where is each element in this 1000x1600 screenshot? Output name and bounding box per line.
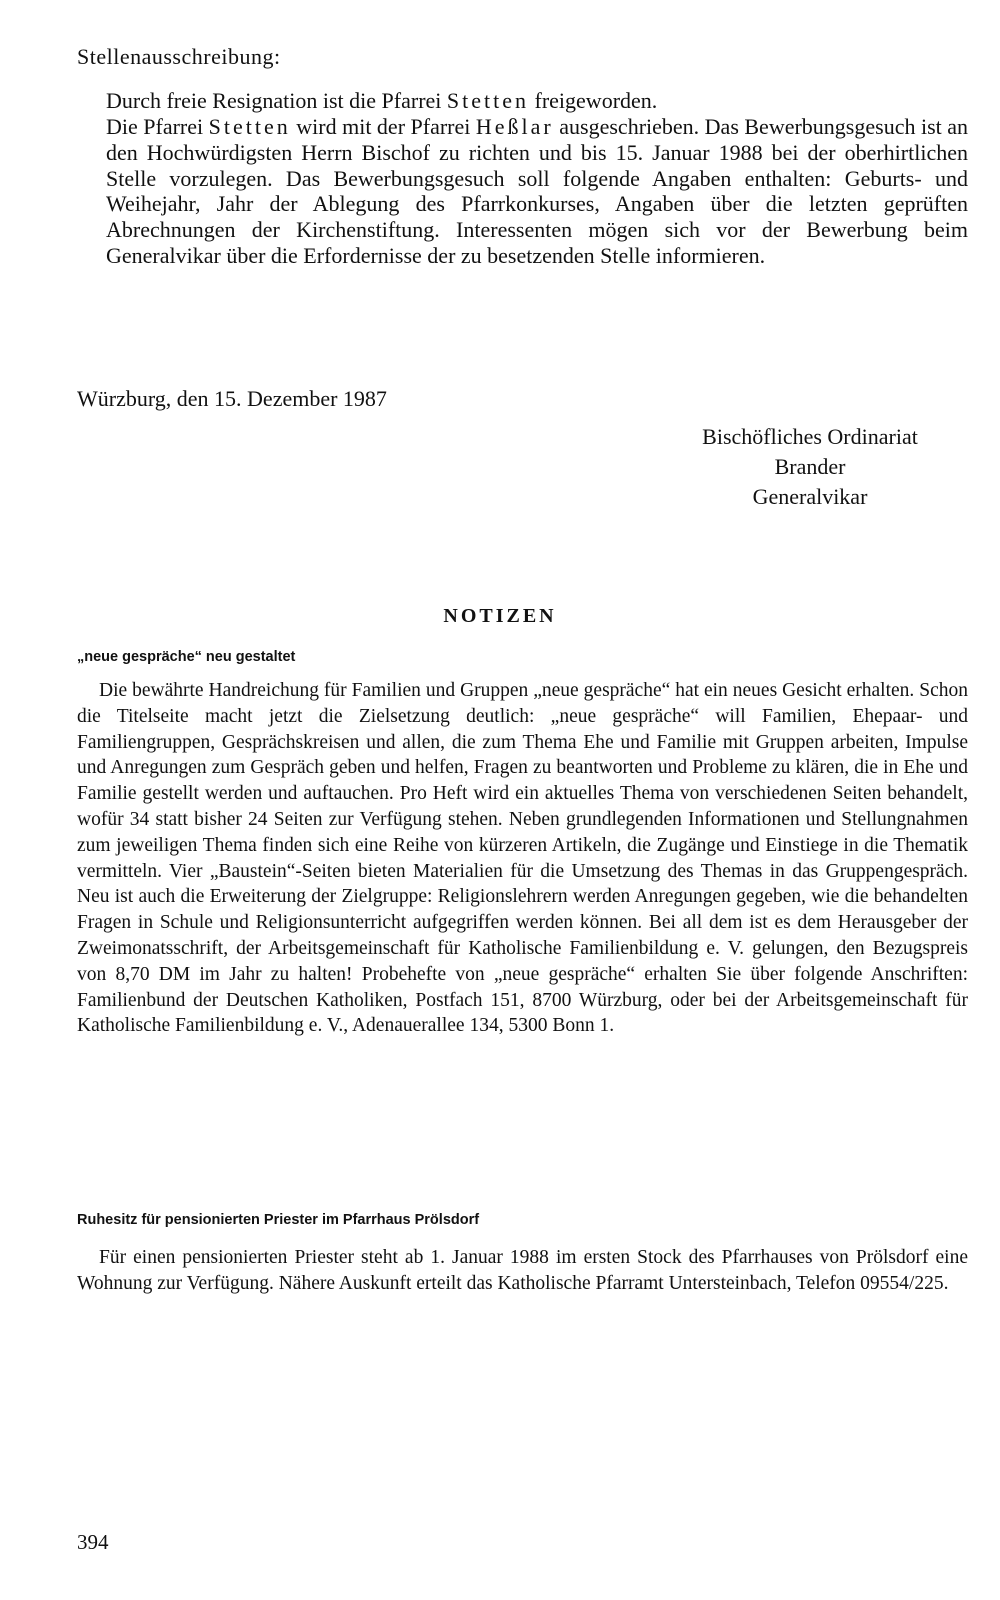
notiz-2-body: Für einen pensionierten Priester steht ab 1. Januar 1988 im ersten Stock des Pfarrhauses von Prölsdorf eine Wohnung zur Verfügung. Nähere Auskunft erteilt das Katholische Pfarramt Untersteinbach, Telefon 09554/225.	[77, 1247, 968, 1294]
signature-title: Generalvikar	[752, 484, 868, 509]
announcement-paragraph-1: Durch freie Resignation ist die Pfarrei Stetten freigeworden.	[106, 88, 658, 113]
signature-name: Brander	[774, 454, 846, 479]
section-title-notizen: NOTIZEN	[443, 605, 557, 627]
announcement-date: Würzburg, den 15. Dezember 1987	[77, 386, 387, 411]
signature-block	[600, 422, 1000, 512]
page-number: 394	[77, 1530, 109, 1554]
notiz-1-heading: „neue gespräche“ neu gestaltet	[77, 649, 296, 665]
announcement-paragraph-2: Die Pfarrei Stetten wird mit der Pfarrei Heßlar ausgeschrieben. Das Bewerbungsgesuch ist an den Hochwürdigsten Herrn Bischof zu richten und bis 15. Januar 1988 bei der oberhirtlichen Stelle vorzulegen. Das Bewerbungsgesuch soll folgende Angaben enthalten: Geburts- und Weihejahr, Jahr der Ablegung des Pfarrkonkurses, Angaben über die letzten geprüften Abrechnungen der Kirchenstiftung. Interessenten mögen sich vor der Bewerbung beim Generalvikar über die Erfordernisse der zu besetzenden Stelle informieren.	[106, 114, 969, 268]
signature-office: Bischöfliches Ordinariat	[702, 424, 918, 449]
notiz-2-heading: Ruhesitz für pensionierten Priester im Pfarrhaus Prölsdorf	[77, 1212, 480, 1228]
notiz-1-body: Die bewährte Handreichung für Familien und Gruppen „neue gespräche“ hat ein neues Gesicht erhalten. Schon die Titelseite macht jetzt die Zielsetzung deutlich: „neue gespräche“ will Familien, Ehepaar- und Familiengruppen, Gesprächskreisen und allen, die zum Thema Ehe und Familie mit Gruppen arbeiten, Impulse und Anregungen zum Gespräch geben und helfen, Fragen zu beantworten und Probleme zu klären, die in Ehe und Familie gestellt werden und auftauchen. Pro Heft wird ein aktuelles Thema von verschiedenen Seiten behandelt, wofür 34 statt bisher 24 Seiten zur Verfügung stehen. Neben grundlegenden Informationen und Stellungnahmen zum jeweiligen Thema finden sich eine Reihe von kürzeren Artikeln, die Zugänge und Einstiege in die Thematik vermitteln. Vier „Baustein“-Seiten bieten Materialien für die Umsetzung des Themas in das Gruppengespräch. Neu ist auch die Erweiterung der Zielgruppe: Religionslehrern werden Anregungen gegeben, wie die behandelten Fragen in Schule und Religionsunterricht aufgegriffen werden können. Bei all dem ist es dem Herausgeber der Zweimonatsschrift, der Arbeitsgemeinschaft für Katholische Familienbildung e. V. gelungen, den Bezugspreis von 8,70 DM im Jahr zu halten! Probehefte von „neue gespräche“ erhalten Sie über folgende Anschriften: Familienbund der Deutschen Katholiken, Postfach 151, 8700 Würzburg, oder bei der Arbeitsgemeinschaft für Katholische Familienbildung e. V., Adenauerallee 134, 5300 Bonn 1.	[77, 680, 968, 1037]
announcement-heading: Stellenausschreibung:	[77, 44, 281, 69]
